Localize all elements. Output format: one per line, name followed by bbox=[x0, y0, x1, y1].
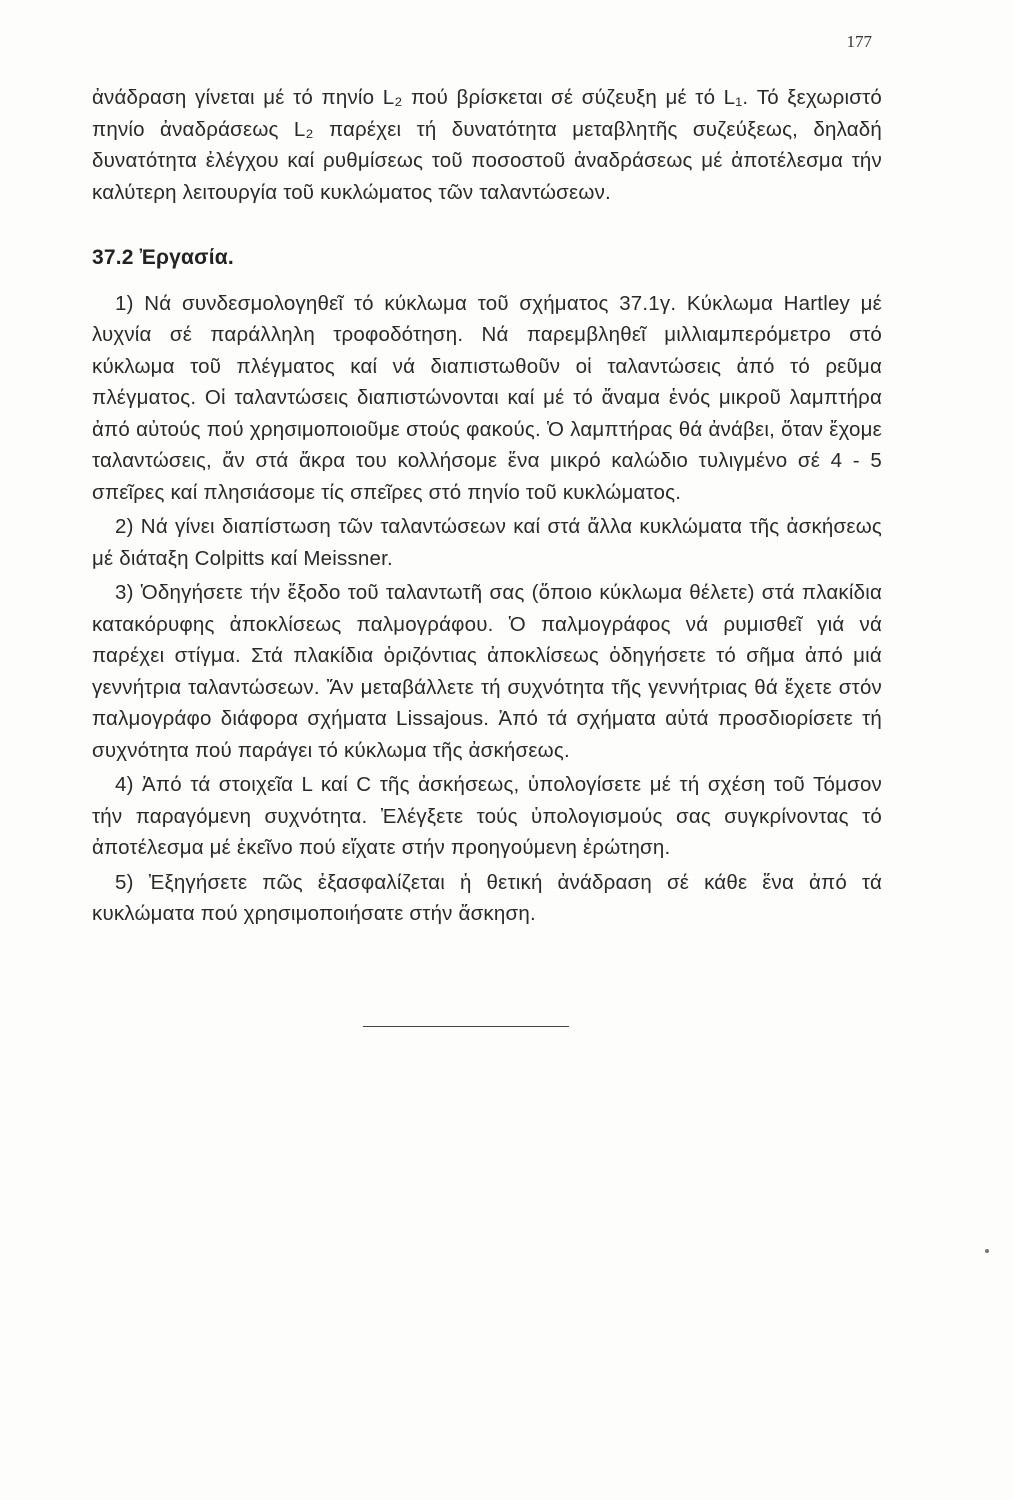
page-text bbox=[92, 82, 882, 930]
end-rule bbox=[363, 1026, 569, 1027]
task-4: 4) Ἀπό τά στοιχεῖα L καί C τῆς ἀσκήσεως, ὑπολογίσετε μέ τή σχέση τοῦ Τόμσον τήν παραγόμενη συχνότητα. Ἐλέγξετε τούς ὑπολογισμούς σας συγκρίνοντας τό ἀποτέλεσμα μέ ἐκεῖνο πού εἴχατε στήν προηγούμενη ἐρώτηση. bbox=[92, 773, 882, 859]
scan-speck bbox=[985, 1249, 989, 1253]
section-heading: 37.2 Ἐργασία. bbox=[92, 246, 234, 269]
task-1: 1) Νά συνδεσμολογηθεῖ τό κύκλωμα τοῦ σχήματος 37.1γ. Κύκλωμα Hartley μέ λυχνία σέ παράλληλη τροφοδότηση. Νά παρεμβληθεῖ μιλλιαμπερόμετρο στό κύκλωμα τοῦ πλέγματος καί νά διαπιστωθοῦν οἱ ταλαντώσεις ἀπό τό ρεῦμα πλέγματος. Οἱ ταλαντώσεις διαπιστώνονται καί μέ τό ἄναμα ἑνός μικροῦ λαμπτήρα ἀπό αὐτούς πού χρησιμοποιοῦμε στούς φακούς. Ὁ λαμπτήρας θά ἀνάβει, ὅταν ἔχομε ταλαντώσεις, ἄν στά ἄκρα του κολλήσομε ἕνα μικρό καλώδιο τυλιγμένο σέ 4 - 5 σπεῖρες καί πλησιάσομε τίς σπεῖρες στό πηνίο τοῦ κυκλώματος. bbox=[92, 291, 882, 504]
task-3: 3) Ὁδηγήσετε τήν ἔξοδο τοῦ ταλαντωτῆ σας (ὅποιο κύκλωμα θέλετε) στά πλακίδια κατακόρυφης ἀποκλίσεως παλμογράφου. Ὁ παλμογράφος νά ρυμισθεῖ γιά νά παρέχει στίγμα. Στά πλακίδια ὁριζόντιας ἀποκλίσεως ὁδηγήσετε τό σῆμα ἀπό μιά γεννήτρια ταλαντώσεων. Ἄν μεταβάλλετε τή συχνότητα τῆς γεννήτριας θά ἔχετε στόν παλμογράφο διάφορα σχήματα Lissajous. Ἀπό τά σχήματα αὐτά προσδιορίσετε τή συχνότητα πού παράγει τό κύκλωμα τῆς ἀσκήσεως. bbox=[92, 581, 882, 762]
intro-paragraph: ἀνάδραση γίνεται μέ τό πηνίο L₂ πού βρίσκεται σέ σύζευξη μέ τό L₁. Τό ξεχωριστό πηνίο ἀναδράσεως L₂ παρέχει τή δυνατότητα μεταβλητῆς συζεύξεως, δηλαδή δυνατότητα ἐλέγχου καί ρυθμίσεως τοῦ ποσοστοῦ ἀναδράσεως μέ ἀποτέλεσμα τήν καλύτερη λειτουργία τοῦ κυκλώματος τῶν ταλαντώσεων. bbox=[92, 86, 882, 204]
task-2: 2) Νά γίνει διαπίστωση τῶν ταλαντώσεων καί στά ἄλλα κυκλώματα τῆς ἀσκήσεως μέ διάταξη Colpitts καί Meissner. bbox=[92, 515, 882, 570]
task-5: 5) Ἐξηγήσετε πῶς ἐξασφαλίζεται ἡ θετική ἀνάδραση σέ κάθε ἕνα ἀπό τά κυκλώματα πού χρησιμοποιήσατε στήν ἄσκηση. bbox=[92, 870, 882, 925]
page-number: 177 bbox=[846, 32, 872, 51]
